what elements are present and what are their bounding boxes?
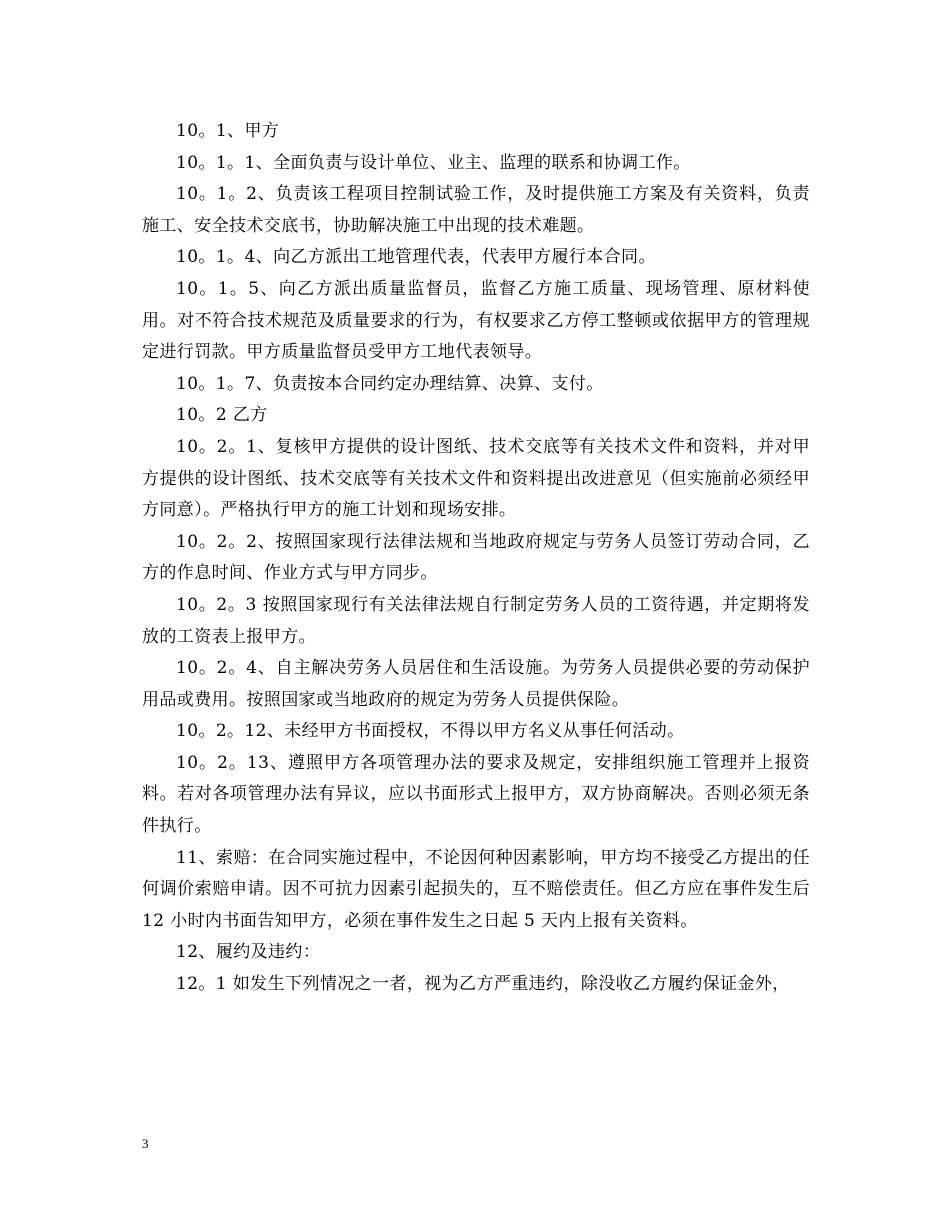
clause-10-1-1: 10。1。1、全面负责与设计单位、业主、监理的联系和协调工作。: [176, 152, 691, 173]
clause-12-1: 12。1 如发生下列情况之一者，视为乙方严重违约，除没收乙方履约保证金外，: [176, 974, 790, 995]
clause-10-2-13: 10。2。13、遵照甲方各项管理办法的要求及规定，安排组织施工管理并上报资料。若对各项管理办法有异议，应以书面形式上报甲方，双方协商解决。否则必须无条件执行。: [142, 752, 810, 837]
clause-10-1-2: 10。1。2、负责该工程项目控制试验工作，及时提供施工方案及有关资料，负责施工、安全技术交底书，协助解决施工中出现的技术难题。: [142, 184, 810, 236]
clause-10-2-2: 10。2。2、按照国家现行法律法规和当地政府规定与劳务人员签订劳动合同，乙方的作息时间、作业方式与甲方同步。: [142, 531, 810, 584]
clause-10-2-4: 10。2。4、自主解决劳务人员居住和生活设施。为劳务人员提供必要的劳动保护用品或费用。按照国家或当地政府的规定为劳务人员提供保险。: [142, 658, 810, 710]
clause-10-2-1: 10。2。1、复核甲方提供的设计图纸、技术交底等有关技术文件和资料，并对甲方提供的设计图纸、技术交底等有关技术文件和资料提出改进意见（但实施前必须经甲方同意）。严格执行甲方的施工计划和现场安排。: [142, 436, 810, 521]
page-number: 3: [142, 1136, 149, 1151]
clause-10-2-heading: 10。2 乙方: [176, 405, 268, 426]
clause-11-claims: 11、索赔：在合同实施过程中，不论因何种因素影响，甲方均不接受乙方提出的任何调价索赔申请。因不可抗力因素引起损失的，互不赔偿责任。但乙方应在事件发生后 12 小时内书面告知甲方，必须在事件发生之日起 5 天内上报有关资料。: [142, 847, 810, 931]
clause-10-1-7: 10。1。7、负责按本合同约定办理结算、决算、支付。: [176, 373, 604, 394]
clause-10-1-4: 10。1。4、向乙方派出工地管理代表，代表甲方履行本合同。: [176, 247, 656, 268]
clause-10-2-12: 10。2。12、未经甲方书面授权，不得以甲方名义从事任何活动。: [176, 721, 685, 742]
clause-10-2-3: 10。2。3 按照国家现行有关法律法规自行制定劳务人员的工资待遇，并定期将发放的工资表上报甲方。: [142, 594, 810, 647]
document-body: [142, 116, 810, 1001]
clause-10-1-5: 10。1。5、向乙方派出质量监督员，监督乙方施工质量、现场管理、原材料使用。对不符合技术规范及质量要求的行为，有权要求乙方停工整顿或依据甲方的管理规定进行罚款。甲方质量监督员受甲方工地代表领导。: [142, 278, 810, 363]
clause-12-heading: 12、履约及违约：: [176, 942, 321, 963]
clause-10-1-heading: 10。1、甲方: [176, 121, 280, 141]
